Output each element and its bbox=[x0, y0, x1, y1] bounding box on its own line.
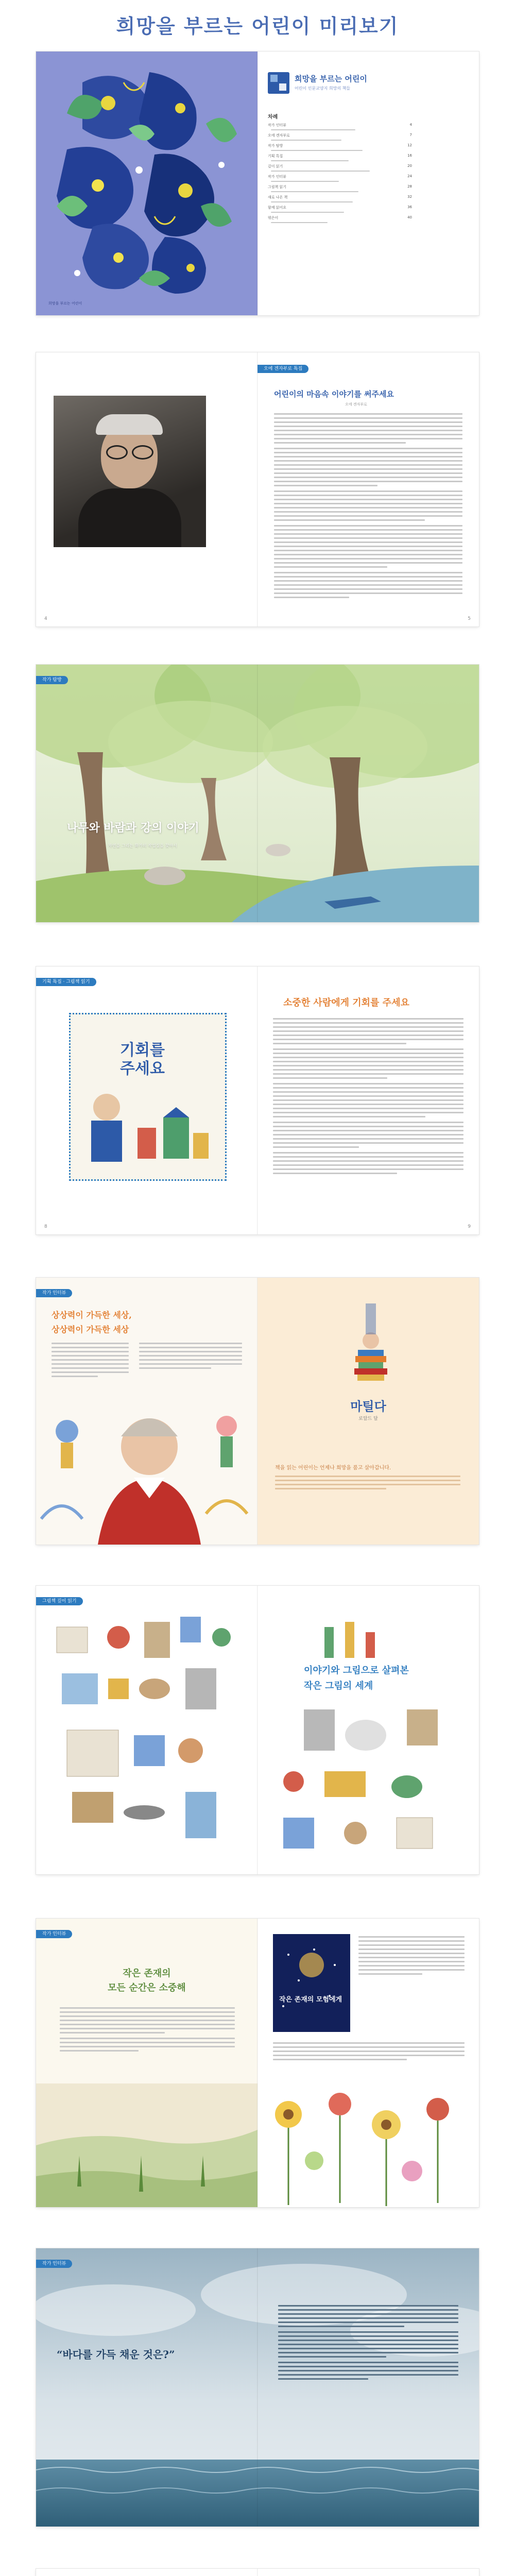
toc-entry[interactable]: 함께 읽어요 36 bbox=[268, 205, 412, 213]
spread-gutter bbox=[257, 2569, 258, 2576]
spread-small-beings bbox=[36, 1919, 479, 2207]
book-cover bbox=[69, 1013, 227, 1181]
article-body bbox=[274, 413, 462, 601]
page-number: 9 bbox=[468, 1224, 471, 1229]
interview-body bbox=[52, 1343, 129, 1380]
article-heading: 어린이의 마음속 이야기를 써주세요 bbox=[274, 389, 394, 399]
toc-entry[interactable]: 새로 나온 책 32 bbox=[268, 195, 412, 202]
toc-entry[interactable]: 작가 인터뷰 4 bbox=[268, 123, 412, 130]
spread-roald-dahl bbox=[36, 1278, 479, 1545]
spread-small-items bbox=[36, 1586, 479, 1874]
items-heading-line2: 작은 그림의 세계 bbox=[304, 1681, 373, 1691]
interview-body bbox=[60, 2007, 235, 2054]
interview-heading-line2: 모든 순간은 소중해 bbox=[108, 1982, 186, 1993]
book-author: 로알드 달 bbox=[358, 1416, 378, 1421]
cover-page bbox=[36, 52, 258, 315]
cover-caption: 희망을 부르는 어린이 bbox=[48, 301, 82, 306]
section-tag: 작가 인터뷰 bbox=[36, 1289, 72, 1297]
article-author: 오에 겐자부로 bbox=[345, 402, 367, 406]
flowers-illustration bbox=[258, 2073, 479, 2207]
toc-book-title: 희망을 부르는 어린이 bbox=[295, 74, 367, 83]
book-quote: 책을 읽는 어린이는 언제나 희망을 품고 살아갑니다. bbox=[275, 1465, 391, 1471]
spread-oe-kenzaburo bbox=[36, 352, 479, 626]
meadow-illustration bbox=[36, 2083, 258, 2207]
toc-entry[interactable]: 기획 특집 16 bbox=[268, 154, 412, 161]
interview-page bbox=[36, 1278, 258, 1545]
cover-illustration bbox=[36, 52, 258, 315]
forest-heading: 나무와 바람과 강의 이야기 bbox=[67, 821, 199, 835]
section-tag: 그림책 깊이 읽기 bbox=[36, 1597, 83, 1605]
book-body bbox=[358, 1936, 465, 1977]
portrait-illustration bbox=[36, 1390, 258, 1545]
interview-heading-line1: 작은 존재의 bbox=[123, 1968, 171, 1979]
section-tag: 작가 탐방 bbox=[36, 676, 68, 684]
interview-heading-line1: 상상력이 가득한 세상, bbox=[52, 1310, 132, 1320]
spread-give-chance bbox=[36, 967, 479, 1234]
book-cover bbox=[273, 1934, 350, 2032]
book-title: 마틸다 bbox=[350, 1399, 386, 1414]
page-title: 희망을 부르는 어린이 미리보기 bbox=[116, 15, 399, 38]
toc-heading: 차례 bbox=[268, 114, 278, 120]
photo-page bbox=[36, 352, 258, 626]
spread-sea bbox=[36, 2248, 479, 2527]
article-page bbox=[258, 352, 479, 626]
toc-entry[interactable]: 오에 겐자부로 7 bbox=[268, 133, 412, 141]
toc-book-subtitle: 어린이 인문교양지 희망의 책들 bbox=[295, 86, 351, 91]
page-number: 4 bbox=[44, 616, 47, 621]
interview-page bbox=[36, 1919, 258, 2207]
book-page bbox=[36, 967, 258, 1234]
toc-logo bbox=[268, 72, 289, 94]
sea-body bbox=[278, 2305, 458, 2382]
spread-gutter bbox=[257, 1586, 258, 1874]
page-number: 8 bbox=[44, 1224, 47, 1229]
article-page bbox=[258, 967, 479, 1234]
spread-forest bbox=[36, 665, 479, 922]
book-body bbox=[273, 2042, 465, 2063]
items-heading-line1: 이야기와 그림으로 살펴본 bbox=[304, 1665, 409, 1676]
book-page bbox=[258, 1919, 479, 2207]
book-cover-title: 기회를 주세요 bbox=[120, 1041, 165, 1078]
toc-entry[interactable]: 엮은이 40 bbox=[268, 215, 412, 223]
section-tag: 오에 겐자부로 특집 bbox=[258, 365, 308, 373]
sea-heading: “바다를 가득 채운 것은?” bbox=[57, 2348, 175, 2361]
toc-entry[interactable]: 작가 탐방 12 bbox=[268, 143, 412, 151]
spread-gutter bbox=[257, 665, 258, 922]
book-cover-illustration bbox=[258, 1293, 479, 1412]
interview-body bbox=[139, 1343, 242, 1371]
book-cover-illustration bbox=[71, 1014, 222, 1176]
book-cover-illustration bbox=[273, 1934, 350, 2032]
spread-gutter bbox=[257, 2248, 258, 2527]
portrait-photo bbox=[54, 396, 206, 547]
toc-entry[interactable]: 깊이 읽기 20 bbox=[268, 164, 412, 172]
toc-entry[interactable]: 작가 인터뷰 24 bbox=[268, 174, 412, 182]
section-tag: 작가 인터뷰 bbox=[36, 2260, 72, 2268]
book-page bbox=[258, 1278, 479, 1545]
interview-heading-line2: 상상력이 가득한 세상 bbox=[52, 1325, 129, 1334]
toc-list bbox=[268, 123, 412, 226]
book-cover-title: 작은 존재의 모험에게 bbox=[279, 1996, 342, 2004]
article-body bbox=[273, 1018, 464, 1177]
toc-entry[interactable]: 그림책 읽기 28 bbox=[268, 184, 412, 192]
article-heading: 소중한 사람에게 기회를 주세요 bbox=[283, 997, 409, 1008]
forest-caption: 자연을 그리는 화가의 작업실을 찾아서 bbox=[108, 843, 177, 848]
page-number: 5 bbox=[468, 616, 471, 621]
book-body bbox=[275, 1476, 460, 1492]
spread-recommendations bbox=[36, 2569, 479, 2576]
spread-cover-toc bbox=[36, 52, 479, 315]
toc-page bbox=[258, 52, 479, 315]
section-tag: 기획 특집 · 그림책 읽기 bbox=[36, 978, 96, 986]
section-tag: 작가 인터뷰 bbox=[36, 1930, 72, 1938]
